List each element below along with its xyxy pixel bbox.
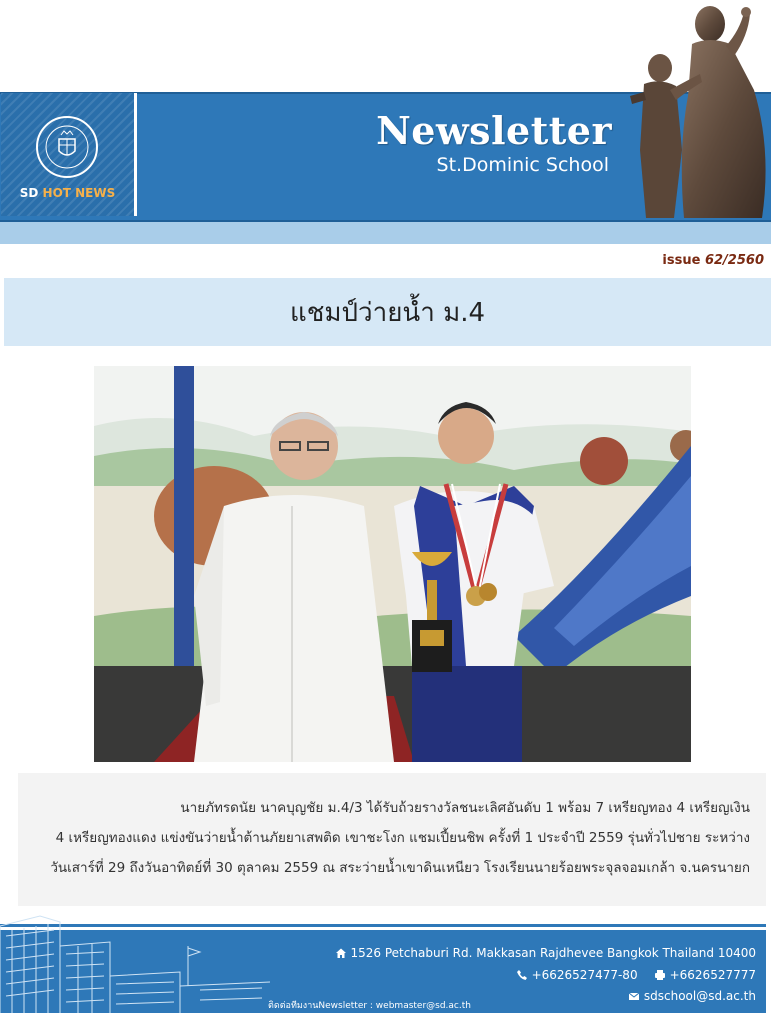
article-body-line: 4 เหรียญทองแดง แข่งขันว่ายน้ำต้านภัยยาเสพติด เขาชะโงก แชมเปี้ยนชิพ ครั้งที่ 1 ประจำปี 2559 รุ่นทั่วไปชาย ระหว่าง [55, 830, 750, 846]
header-divider-strip [0, 222, 771, 244]
statue-image [622, 0, 784, 218]
footer-email[interactable]: sdschool@sd.ac.th [643, 989, 756, 1003]
article-body-line: นายภัทรดนัย นาคบุญชัย ม.4/3 ได้รับถ้วยรางวัลชนะเลิศอันดับ 1 พร้อม 7 เหรียญทอง 4 เหรียญเงิน [180, 800, 750, 816]
mail-icon [628, 990, 640, 1002]
footer-phone-line [516, 968, 756, 982]
fax-icon [654, 969, 666, 981]
school-building-illustration [0, 906, 270, 1013]
article-photo [94, 366, 691, 762]
badge-hot-news: HOT NEWS [42, 186, 116, 200]
article-title: แชมป์ว่ายน้ำ ม.4 [289, 297, 486, 328]
issue-number [662, 253, 764, 268]
phone-icon [516, 969, 528, 981]
footer-fax: +6626527777 [669, 968, 756, 982]
footer-address: 1526 Petchaburi Rd. Makkasan Rajdhevee Bangkok Thailand 10400 [350, 946, 756, 960]
newsletter-title: Newsletter [376, 108, 612, 153]
article-body [40, 793, 750, 883]
hot-news-badge [1, 186, 134, 200]
article-body-line: วันเสาร์ที่ 29 ถึงวันอาทิตย์ที่ 30 ตุลาคม 2559 ณ สระว่ายน้ำเขาดินเหนียว โรงเรียนนายร้อยพระจุลจอมเกล้า จ.นครนายก [50, 860, 750, 876]
school-seal-logo [35, 115, 99, 179]
footer-address-line [335, 946, 756, 960]
article-title-box [4, 278, 771, 346]
issue-label: issue [662, 253, 701, 268]
home-icon [335, 947, 347, 959]
footer-email-line [628, 989, 756, 1003]
footer-phone: +6626527477-80 [531, 968, 638, 982]
issue-value: 62/2560 [704, 253, 764, 268]
school-name: St.Dominic School [436, 154, 609, 176]
badge-sd: SD [19, 186, 39, 200]
footer-contact-note: ติดต่อทีมงานNewsletter : webmaster@sd.ac.th [268, 1001, 471, 1011]
